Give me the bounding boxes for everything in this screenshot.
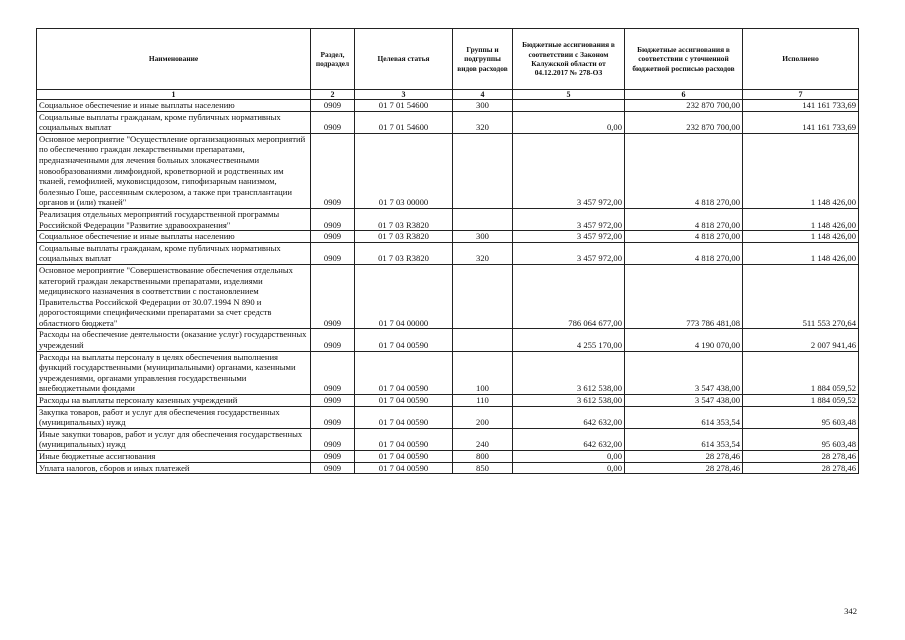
- table-row: [37, 231, 859, 243]
- column-number: 2: [311, 90, 355, 100]
- row-name: Иные закупки товаров, работ и услуг для обеспечения государственных (муниципальных) нужд: [37, 428, 311, 450]
- header-law: Бюджетные ассигнования в соответствии с Законом Калужской области от 04.12.2017 № 278-ОЗ: [513, 29, 625, 90]
- row-target: 01 7 04 00590: [355, 329, 453, 351]
- column-number: 1: [37, 90, 311, 100]
- header-row: [37, 29, 859, 90]
- header-groups: Группы и подгруппы видов расходов: [453, 29, 513, 90]
- row-law: 0,00: [513, 462, 625, 474]
- row-executed: 95 603,48: [743, 428, 859, 450]
- header-executed: Исполнено: [743, 29, 859, 90]
- table-row: [37, 133, 859, 208]
- row-group: [453, 264, 513, 329]
- row-executed: 511 553 270,64: [743, 264, 859, 329]
- row-refined: 28 278,46: [625, 451, 743, 463]
- row-name: Социальные выплаты гражданам, кроме публичных нормативных социальных выплат: [37, 242, 311, 264]
- row-group: [453, 329, 513, 351]
- header-name: Наименование: [37, 29, 311, 90]
- row-executed: 1 148 426,00: [743, 242, 859, 264]
- row-name: Уплата налогов, сборов и иных платежей: [37, 462, 311, 474]
- row-refined: 4 818 270,00: [625, 133, 743, 208]
- table-row: [37, 329, 859, 351]
- row-target: 01 7 04 00000: [355, 264, 453, 329]
- table-row: [37, 395, 859, 407]
- row-section: 0909: [311, 231, 355, 243]
- row-section: 0909: [311, 451, 355, 463]
- row-refined: 232 870 700,00: [625, 100, 743, 112]
- row-law: 3 612 538,00: [513, 395, 625, 407]
- row-law: 0,00: [513, 111, 625, 133]
- table-row: [37, 406, 859, 428]
- row-target: 01 7 04 00590: [355, 462, 453, 474]
- column-number: 4: [453, 90, 513, 100]
- row-target: 01 7 04 00590: [355, 395, 453, 407]
- table-row: [37, 428, 859, 450]
- row-group: [453, 133, 513, 208]
- row-section: 0909: [311, 111, 355, 133]
- column-number: 6: [625, 90, 743, 100]
- table-row: [37, 208, 859, 230]
- table-row: [37, 242, 859, 264]
- row-executed: 1 148 426,00: [743, 231, 859, 243]
- row-group: 110: [453, 395, 513, 407]
- row-section: 0909: [311, 133, 355, 208]
- row-name: Социальное обеспечение и иные выплаты населению: [37, 231, 311, 243]
- row-executed: 28 278,46: [743, 451, 859, 463]
- row-refined: 4 818 270,00: [625, 231, 743, 243]
- row-name: Расходы на выплаты персоналу казенных учреждений: [37, 395, 311, 407]
- row-refined: 3 547 438,00: [625, 351, 743, 394]
- header-section: Раздел, подраздел: [311, 29, 355, 90]
- row-target: 01 7 04 00590: [355, 406, 453, 428]
- row-section: 0909: [311, 428, 355, 450]
- row-target: 01 7 01 54600: [355, 111, 453, 133]
- row-refined: 4 818 270,00: [625, 208, 743, 230]
- row-group: 100: [453, 351, 513, 394]
- row-name: Расходы на обеспечение деятельности (оказание услуг) государственных учреждений: [37, 329, 311, 351]
- row-section: 0909: [311, 462, 355, 474]
- row-target: 01 7 04 00590: [355, 351, 453, 394]
- row-law: 3 612 538,00: [513, 351, 625, 394]
- row-refined: 614 353,54: [625, 428, 743, 450]
- row-law: 3 457 972,00: [513, 231, 625, 243]
- row-section: 0909: [311, 406, 355, 428]
- header-target: Целевая статья: [355, 29, 453, 90]
- row-name: Основное мероприятие "Осуществление организационных мероприятий по обеспечению граждан лекарственными препаратами, предназначенными для лечения больных злокачественными новообразованиями лимфоидной, кроветворной и родственных им тканей, гемофилией, муковисцидозом, гипофизарным нанизмом, болезнью Гоше, рассеянным склерозом, а также при трансплантации органов и (или) тканей": [37, 133, 311, 208]
- row-law: 786 064 677,00: [513, 264, 625, 329]
- table-row: [37, 111, 859, 133]
- table-row: [37, 462, 859, 474]
- column-number-row: [37, 90, 859, 100]
- row-refined: 28 278,46: [625, 462, 743, 474]
- row-group: 320: [453, 242, 513, 264]
- column-number: 5: [513, 90, 625, 100]
- row-executed: 141 161 733,69: [743, 100, 859, 112]
- row-section: 0909: [311, 351, 355, 394]
- row-executed: 1 148 426,00: [743, 133, 859, 208]
- row-name: Социальные выплаты гражданам, кроме публичных нормативных социальных выплат: [37, 111, 311, 133]
- row-section: 0909: [311, 242, 355, 264]
- row-executed: 141 161 733,69: [743, 111, 859, 133]
- row-group: 320: [453, 111, 513, 133]
- row-name: Иные бюджетные ассигнования: [37, 451, 311, 463]
- row-law: [513, 100, 625, 112]
- row-law: 3 457 972,00: [513, 208, 625, 230]
- row-target: 01 7 03 R3820: [355, 208, 453, 230]
- row-name: Закупка товаров, работ и услуг для обеспечения государственных (муниципальных) нужд: [37, 406, 311, 428]
- row-refined: 614 353,54: [625, 406, 743, 428]
- row-section: 0909: [311, 264, 355, 329]
- column-number: 7: [743, 90, 859, 100]
- row-group: 240: [453, 428, 513, 450]
- row-group: 300: [453, 100, 513, 112]
- row-section: 0909: [311, 208, 355, 230]
- row-section: 0909: [311, 100, 355, 112]
- row-executed: 1 884 059,52: [743, 351, 859, 394]
- row-law: 642 632,00: [513, 428, 625, 450]
- table-row: [37, 100, 859, 112]
- row-group: 800: [453, 451, 513, 463]
- table-row: [37, 264, 859, 329]
- row-refined: 773 786 481,08: [625, 264, 743, 329]
- row-group: 850: [453, 462, 513, 474]
- row-name: Основное мероприятие "Совершенствование обеспечения отдельных категорий граждан лекарственными препаратами, изделиями медицинского назначения в соответствии с постановлением Правительства Российской Федерации от 30.07.1994 N 890 и дорогостоящими специфическими препаратами за счет средств областного бюджета": [37, 264, 311, 329]
- row-refined: 3 547 438,00: [625, 395, 743, 407]
- page-number: 342: [844, 606, 857, 616]
- row-law: 642 632,00: [513, 406, 625, 428]
- row-executed: 1 148 426,00: [743, 208, 859, 230]
- row-refined: 4 190 070,00: [625, 329, 743, 351]
- header-refined: Бюджетные ассигнования в соответствии с уточненной бюджетной росписью расходов: [625, 29, 743, 90]
- table-row: [37, 451, 859, 463]
- row-target: 01 7 04 00590: [355, 451, 453, 463]
- row-law: 3 457 972,00: [513, 242, 625, 264]
- row-target: 01 7 01 54600: [355, 100, 453, 112]
- column-number: 3: [355, 90, 453, 100]
- row-name: Реализация отдельных мероприятий государственной программы Российской Федерации "Развитие здравоохранения": [37, 208, 311, 230]
- row-group: [453, 208, 513, 230]
- row-target: 01 7 03 R3820: [355, 242, 453, 264]
- table-row: [37, 351, 859, 394]
- row-section: 0909: [311, 329, 355, 351]
- row-target: 01 7 03 R3820: [355, 231, 453, 243]
- row-group: 200: [453, 406, 513, 428]
- row-refined: 232 870 700,00: [625, 111, 743, 133]
- row-section: 0909: [311, 395, 355, 407]
- row-name: Социальное обеспечение и иные выплаты населению: [37, 100, 311, 112]
- budget-table: [36, 28, 859, 474]
- row-executed: 1 884 059,52: [743, 395, 859, 407]
- row-law: 4 255 170,00: [513, 329, 625, 351]
- row-law: 0,00: [513, 451, 625, 463]
- row-executed: 95 603,48: [743, 406, 859, 428]
- row-name: Расходы на выплаты персоналу в целях обеспечения выполнения функций государственными (муниципальными) органами, казенными учреждениями, органами управления государственными внебюджетными фондами: [37, 351, 311, 394]
- row-target: 01 7 03 00000: [355, 133, 453, 208]
- row-law: 3 457 972,00: [513, 133, 625, 208]
- row-executed: 28 278,46: [743, 462, 859, 474]
- row-target: 01 7 04 00590: [355, 428, 453, 450]
- row-executed: 2 007 941,46: [743, 329, 859, 351]
- row-group: 300: [453, 231, 513, 243]
- row-refined: 4 818 270,00: [625, 242, 743, 264]
